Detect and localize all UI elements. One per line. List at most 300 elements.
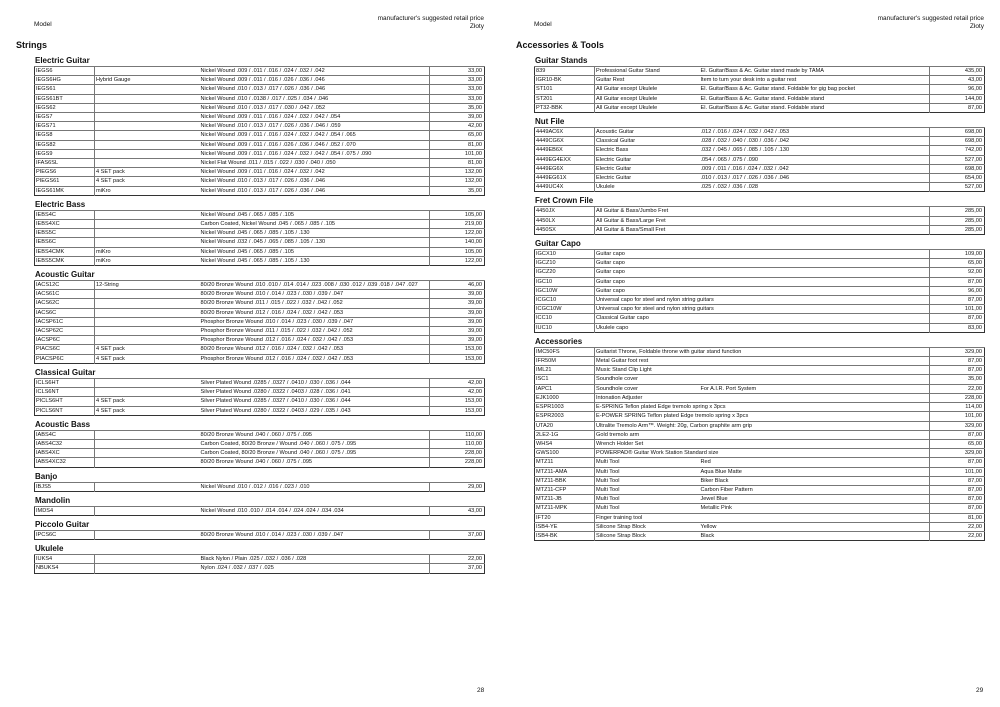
price-header-line1: manufacturer's suggested retail price bbox=[377, 15, 484, 22]
table-row bbox=[35, 177, 485, 186]
model-cell: IEBS4XC bbox=[35, 220, 95, 229]
table-row bbox=[535, 522, 985, 531]
description-cell: 80/20 Bronze Wound .040 / .060 / .075 / .095 bbox=[200, 458, 430, 467]
section-mandolin bbox=[34, 496, 484, 516]
section-title: Banjo bbox=[35, 471, 58, 481]
description-cell: Silver Plated Wound .0285 / .0327 / .0410 / .030 / .036 / .044 bbox=[200, 378, 430, 387]
model-cell: IACS6C bbox=[35, 308, 95, 317]
description-cell: Nickel Wound .010 / .013 / .017 / .026 / .036 / .046 bbox=[200, 85, 430, 94]
model-cell: IACSP61C bbox=[35, 317, 95, 326]
table-row bbox=[35, 186, 485, 195]
product-table bbox=[534, 206, 985, 235]
description-cell bbox=[700, 449, 930, 458]
description-cell: 80/20 Bronze Wound .012 / .016 / .024 / .032 / .042 / .053 bbox=[200, 308, 430, 317]
table-row bbox=[535, 421, 985, 430]
description-cell: El. Guitar/Bass & Ac. Guitar stand. Foldable for gig bag pocket bbox=[700, 85, 930, 94]
table-row bbox=[35, 354, 485, 363]
table-row bbox=[535, 323, 985, 332]
model-cell: IGR10-BK bbox=[535, 76, 595, 85]
variant-cell: Soundhole cover bbox=[595, 375, 700, 384]
model-cell: PIEGS6 bbox=[35, 168, 95, 177]
table-row bbox=[535, 216, 985, 225]
section-nut-file bbox=[534, 117, 984, 192]
description-cell: Nickel Wound .010 / .013 / .017 / .026 / .036 / .046 / .059 bbox=[200, 122, 430, 131]
model-cell: IEGS61 bbox=[35, 85, 95, 94]
model-cell: IEGS62 bbox=[35, 103, 95, 112]
table-row bbox=[35, 94, 485, 103]
model-cell: IACS62C bbox=[35, 299, 95, 308]
price-cell: 87,00 bbox=[930, 430, 985, 439]
table-row bbox=[35, 168, 485, 177]
description-cell: Nickel Wound .045 / .065 / .085 / .105 bbox=[200, 210, 430, 219]
table-row bbox=[535, 296, 985, 305]
model-column-header: Model bbox=[534, 21, 552, 28]
price-cell: 654,00 bbox=[930, 174, 985, 183]
variant-cell: All Guitar & Bass/Small Fret bbox=[595, 225, 700, 234]
model-cell: PIACSP6C bbox=[35, 354, 95, 363]
table-row bbox=[35, 506, 485, 515]
price-cell: 42,00 bbox=[430, 378, 485, 387]
variant-cell: All Guitar except Ukulele bbox=[595, 85, 700, 94]
variant-cell: Metal Guitar foot rest bbox=[595, 357, 700, 366]
variant-cell: Wrench Holder Set bbox=[595, 439, 700, 448]
variant-cell: All Guitar except Ukulele bbox=[595, 94, 700, 103]
description-cell: Silver Plated Wound .0280 / .0322 / .0403 / .029 / .035 / .043 bbox=[200, 406, 430, 415]
product-table bbox=[534, 66, 985, 113]
price-cell: 81,00 bbox=[430, 159, 485, 168]
table-row bbox=[35, 317, 485, 326]
price-cell: 228,00 bbox=[430, 449, 485, 458]
description-cell: .032 / .045 / .065 / .085 / .105 / .130 bbox=[700, 146, 930, 155]
table-row bbox=[535, 476, 985, 485]
description-cell: Black bbox=[700, 531, 930, 540]
description-cell: Black Nylon / Plain .025 / .032 / .036 / .028 bbox=[200, 555, 430, 564]
description-cell: Aqua Blue Matte bbox=[700, 467, 930, 476]
price-cell: 329,00 bbox=[930, 449, 985, 458]
price-cell: 122,00 bbox=[430, 229, 485, 238]
table-row bbox=[35, 113, 485, 122]
price-cell: 33,00 bbox=[430, 76, 485, 85]
section-classical-guitar bbox=[34, 368, 484, 416]
model-cell: 4449EG61X bbox=[535, 174, 595, 183]
price-cell: 33,00 bbox=[430, 67, 485, 76]
table-row bbox=[35, 345, 485, 354]
price-cell: 329,00 bbox=[930, 421, 985, 430]
table-row bbox=[535, 207, 985, 216]
table-row bbox=[35, 555, 485, 564]
variant-cell: Guitar capo bbox=[595, 250, 700, 259]
description-cell: Nickel Wound .010 / .0138 / .017 / .025 / .034 / .046 bbox=[200, 94, 430, 103]
table-row bbox=[535, 67, 985, 76]
model-cell: 839 bbox=[535, 67, 595, 76]
table-row bbox=[35, 149, 485, 158]
table-row bbox=[35, 290, 485, 299]
model-cell: 4449UC4X bbox=[535, 183, 595, 192]
description-cell bbox=[700, 375, 930, 384]
model-cell: ESPR1003 bbox=[535, 403, 595, 412]
price-cell: 87,00 bbox=[930, 103, 985, 112]
section-title: Classical Guitar bbox=[35, 367, 96, 377]
variant-cell: Classical Guitar bbox=[595, 137, 700, 146]
description-cell: Nickel Wound .009 / .011 / .016 / .024 / .032 / .042 bbox=[200, 168, 430, 177]
variant-cell: E-SPRING Teflon plated Edge tremolo spring x 3pcs bbox=[596, 404, 726, 411]
model-cell: UTA20 bbox=[535, 421, 595, 430]
price-cell: 42,00 bbox=[430, 122, 485, 131]
description-cell bbox=[700, 286, 930, 295]
model-cell: MTZ11-JB bbox=[535, 495, 595, 504]
price-cell: 527,00 bbox=[930, 183, 985, 192]
model-cell: IGCZ20 bbox=[535, 268, 595, 277]
description-cell: Silver Plated Wound .0285 / .0327 / .0410 / .030 / .036 / .044 bbox=[200, 397, 430, 406]
variant-cell: Guitar capo bbox=[595, 268, 700, 277]
price-cell: 39,00 bbox=[430, 336, 485, 345]
description-cell: Carbon Coated, 80/20 Bronze / Wound .040 / .060 / .075 / .095 bbox=[200, 439, 430, 448]
section-title: Acoustic Guitar bbox=[35, 270, 95, 280]
variant-cell: Guitar capo bbox=[595, 259, 700, 268]
description-cell bbox=[700, 393, 930, 402]
table-row bbox=[535, 305, 985, 314]
model-cell: ICGC10 bbox=[535, 296, 595, 305]
product-table bbox=[34, 210, 485, 266]
model-cell: WHS4 bbox=[535, 439, 595, 448]
description-cell: Nylon .024 / .032 / .037 / .025 bbox=[200, 564, 430, 573]
model-cell: PIEGS61 bbox=[35, 177, 95, 186]
price-cell: 698,00 bbox=[930, 128, 985, 137]
description-cell: 80/20 Bronze Wound .012 / .016 / .024 / .032 / .042 / .053 bbox=[200, 345, 430, 354]
section-title: Guitar Capo bbox=[535, 239, 581, 249]
model-cell: ICLS6NT bbox=[35, 388, 95, 397]
table-row bbox=[535, 85, 985, 94]
model-cell: IFAS6SL bbox=[35, 159, 95, 168]
variant-cell: All Guitar except Ukulele bbox=[595, 103, 700, 112]
price-cell: 87,00 bbox=[930, 366, 985, 375]
model-cell: IACSP6C bbox=[35, 336, 95, 345]
table-row bbox=[535, 384, 985, 393]
model-cell: IABS4C bbox=[35, 430, 95, 439]
model-cell: ESPR2003 bbox=[535, 412, 595, 421]
price-cell: 37,00 bbox=[430, 564, 485, 573]
variant-cell bbox=[95, 113, 200, 122]
variant-cell: Silicone Strap Block bbox=[595, 522, 700, 531]
model-cell: MTZ11 bbox=[535, 458, 595, 467]
price-cell: 109,00 bbox=[930, 250, 985, 259]
price-cell: 742,00 bbox=[930, 146, 985, 155]
price-cell: 153,00 bbox=[430, 345, 485, 354]
section-title: Electric Bass bbox=[35, 199, 86, 209]
variant-cell bbox=[95, 140, 200, 149]
price-cell: 132,00 bbox=[430, 177, 485, 186]
model-cell: IEGS7 bbox=[35, 113, 95, 122]
variant-cell bbox=[95, 506, 200, 515]
variant-cell bbox=[95, 229, 200, 238]
variant-cell bbox=[95, 85, 200, 94]
description-cell: 80/20 Bronze Wound .040 / .060 / .075 / .095 bbox=[200, 430, 430, 439]
table-row bbox=[535, 504, 985, 513]
model-cell: MTZ11-AMA bbox=[535, 467, 595, 476]
table-row bbox=[35, 76, 485, 85]
description-cell: Phosphor Bronze Wound .012 / .016 / .024 / .032 / .042 / .053 bbox=[200, 354, 430, 363]
description-cell bbox=[700, 277, 930, 286]
page-title: Accessories & Tools bbox=[516, 40, 604, 50]
model-cell: IEGS8 bbox=[35, 131, 95, 140]
description-cell: Nickel Wound .010 / .013 / .017 / .026 / .036 / .046 bbox=[200, 186, 430, 195]
variant-cell bbox=[95, 131, 200, 140]
table-row bbox=[535, 366, 985, 375]
model-cell: IEBS5CMK bbox=[35, 256, 95, 265]
price-header-line1: manufacturer's suggested retail price bbox=[877, 15, 984, 22]
description-cell: For A.I.R. Port System bbox=[700, 384, 930, 393]
table-row bbox=[535, 375, 985, 384]
table-row bbox=[535, 495, 985, 504]
model-cell: IPCS6C bbox=[35, 530, 95, 539]
table-row bbox=[535, 76, 985, 85]
price-cell: 698,00 bbox=[930, 164, 985, 173]
model-cell: IEGS6HG bbox=[35, 76, 95, 85]
price-cell: 43,00 bbox=[430, 506, 485, 515]
price-cell: 22,00 bbox=[930, 531, 985, 540]
price-cell: 96,00 bbox=[930, 85, 985, 94]
table-row bbox=[535, 485, 985, 494]
price-cell: 101,00 bbox=[930, 467, 985, 476]
price-cell: 101,00 bbox=[430, 149, 485, 158]
model-cell: IEBS5C bbox=[35, 229, 95, 238]
price-cell: 87,00 bbox=[930, 504, 985, 513]
section-title: Acoustic Bass bbox=[35, 419, 91, 429]
model-cell: 4450SX bbox=[535, 225, 595, 234]
table-row bbox=[35, 439, 485, 448]
description-cell bbox=[700, 296, 930, 305]
description-cell bbox=[700, 357, 930, 366]
description-cell bbox=[700, 513, 930, 522]
price-cell: 22,00 bbox=[430, 555, 485, 564]
variant-cell: All Guitar & Bass/Jumbo Fret bbox=[595, 207, 700, 216]
table-row bbox=[535, 513, 985, 522]
model-cell: MTZ11-MPK bbox=[535, 504, 595, 513]
model-cell: ST101 bbox=[535, 85, 595, 94]
description-cell: Silver Plated Wound .0280 / .0322 / .0403 / .028 / .036 / .041 bbox=[200, 388, 430, 397]
variant-cell: Gold tremolo arm bbox=[595, 430, 700, 439]
model-column-header: Model bbox=[34, 21, 52, 28]
description-cell: .025 / .032 / .036 / .028 bbox=[700, 183, 930, 192]
variant-cell bbox=[95, 555, 200, 564]
table-row bbox=[35, 397, 485, 406]
variant-cell: Multi Tool bbox=[595, 458, 700, 467]
variant-cell bbox=[95, 210, 200, 219]
variant-cell: Guitar capo bbox=[595, 277, 700, 286]
price-cell: 228,00 bbox=[930, 393, 985, 402]
description-cell bbox=[700, 225, 930, 234]
price-cell: 219,00 bbox=[430, 220, 485, 229]
table-row bbox=[35, 67, 485, 76]
model-cell: IEGS6 bbox=[35, 67, 95, 76]
description-cell bbox=[700, 314, 930, 323]
variant-cell: 4 SET pack bbox=[95, 397, 200, 406]
model-cell: PICLS6HT bbox=[35, 397, 95, 406]
model-cell: IEGS82 bbox=[35, 140, 95, 149]
price-cell: 285,00 bbox=[930, 207, 985, 216]
description-cell: Nickel Wound .045 / .065 / .085 / .105 / .130 bbox=[200, 229, 430, 238]
table-row bbox=[535, 430, 985, 439]
description-cell: 80/20 Bronze Wound .010 / .014 / .023 / .030 / .039 / .047 bbox=[200, 530, 430, 539]
price-cell: 39,00 bbox=[430, 317, 485, 326]
description-cell: 80/20 Bronze Wound .011 / .015 / .022 / .032 / .042 / .052 bbox=[200, 299, 430, 308]
description-cell: Nickel Wound .045 / .065 / .085 / .105 / .130 bbox=[200, 256, 430, 265]
description-cell: Carbon Coated, Nickel Wound .045 / .065 / .085 / .105 bbox=[200, 220, 430, 229]
table-row bbox=[535, 403, 985, 412]
table-row bbox=[535, 155, 985, 164]
model-cell: IUKS4 bbox=[35, 555, 95, 564]
table-row bbox=[35, 238, 485, 247]
price-cell: 527,00 bbox=[930, 155, 985, 164]
price-cell: 46,00 bbox=[430, 281, 485, 290]
table-row bbox=[535, 268, 985, 277]
description-cell: Carbon Coated, 80/20 Bronze / Wound .040 / .060 / .075 / .095 bbox=[200, 449, 430, 458]
price-cell: 39,00 bbox=[430, 308, 485, 317]
variant-cell: 4 SET pack bbox=[95, 168, 200, 177]
variant-cell: Universal capo for steel and nylon string guitars bbox=[596, 306, 714, 313]
model-cell: PT32-BBK bbox=[535, 103, 595, 112]
variant-cell: Guitar Rest bbox=[595, 76, 700, 85]
description-cell: .009 / .011 / .016 / .024 / .032 / .042 bbox=[700, 164, 930, 173]
price-cell: 29,00 bbox=[430, 482, 485, 491]
description-cell bbox=[700, 366, 930, 375]
variant-cell bbox=[95, 388, 200, 397]
table-row bbox=[535, 183, 985, 192]
variant-cell bbox=[95, 449, 200, 458]
variant-cell bbox=[95, 327, 200, 336]
price-header-line2: Złoty bbox=[969, 23, 984, 30]
price-cell: 39,00 bbox=[430, 290, 485, 299]
section-banjo bbox=[34, 472, 484, 492]
model-cell: 2LE2-1G bbox=[535, 430, 595, 439]
product-table bbox=[34, 280, 485, 364]
variant-cell bbox=[95, 159, 200, 168]
table-row bbox=[535, 128, 985, 137]
table-row bbox=[535, 137, 985, 146]
table-row bbox=[535, 94, 985, 103]
table-row bbox=[35, 530, 485, 539]
variant-cell: Music Stand Clip Light bbox=[595, 366, 700, 375]
model-cell: NBUKS4 bbox=[35, 564, 95, 573]
description-cell: Metallic Pink bbox=[700, 504, 930, 513]
price-cell: 87,00 bbox=[930, 296, 985, 305]
price-cell: 65,00 bbox=[930, 259, 985, 268]
model-cell: IUC10 bbox=[535, 323, 595, 332]
table-row bbox=[535, 458, 985, 467]
section-title: Nut File bbox=[535, 117, 565, 127]
description-cell: 80/20 Bronze Wound .010 .010 / .014 .014 / .023 .008 / .030 .012 / .039 .018 / .047 .027 bbox=[200, 281, 430, 290]
model-cell: IBJS5 bbox=[35, 482, 95, 491]
description-cell: Nickel Wound .010 / .013 / .017 / .026 / .036 / .046 bbox=[200, 177, 430, 186]
variant-cell bbox=[95, 482, 200, 491]
price-column-header bbox=[378, 15, 484, 31]
page-number: 29 bbox=[976, 687, 984, 694]
product-table bbox=[534, 127, 985, 192]
variant-cell bbox=[95, 238, 200, 247]
table-row bbox=[35, 140, 485, 149]
model-cell: IGCZ10 bbox=[535, 259, 595, 268]
accessories-content bbox=[534, 56, 984, 545]
table-row bbox=[35, 210, 485, 219]
variant-cell bbox=[95, 103, 200, 112]
strings-content bbox=[34, 56, 484, 578]
variant-cell: 4 SET pack bbox=[95, 177, 200, 186]
variant-cell: Electric Bass bbox=[595, 146, 700, 155]
model-cell: IMC50FS bbox=[535, 347, 595, 356]
section-guitar-stands bbox=[534, 56, 984, 113]
variant-cell bbox=[95, 458, 200, 467]
model-cell: ISB4-BK bbox=[535, 531, 595, 540]
description-cell: Item to turn your desk into a guitar rest bbox=[700, 76, 930, 85]
price-cell: 87,00 bbox=[930, 495, 985, 504]
variant-cell: Multi Tool bbox=[595, 467, 700, 476]
table-row bbox=[535, 347, 985, 356]
price-cell: 33,00 bbox=[430, 85, 485, 94]
description-cell: Nickel Wound .010 .010 / .014 .014 / .024 .024 / .034 .034 bbox=[200, 506, 430, 515]
table-row bbox=[35, 122, 485, 131]
description-cell: 80/20 Bronze Wound .010 / .014 / .023 / .030 / .039 / .047 bbox=[200, 290, 430, 299]
table-row bbox=[535, 146, 985, 155]
price-cell: 285,00 bbox=[930, 225, 985, 234]
price-cell: 65,00 bbox=[430, 131, 485, 140]
table-row bbox=[35, 388, 485, 397]
description-cell bbox=[700, 323, 930, 332]
section-title: Fret Crown File bbox=[535, 196, 594, 206]
description-cell bbox=[700, 207, 930, 216]
right-page bbox=[500, 0, 1000, 707]
table-row bbox=[535, 531, 985, 540]
table-row bbox=[35, 299, 485, 308]
description-cell: Nickel Wound .009 / .011 / .016 / .024 / .032 / .042 / .054 / .065 bbox=[200, 131, 430, 140]
model-cell: 4449CG6X bbox=[535, 137, 595, 146]
price-cell: 132,00 bbox=[430, 168, 485, 177]
table-row bbox=[35, 336, 485, 345]
model-cell: IFR50M bbox=[535, 357, 595, 366]
variant-cell: Multi Tool bbox=[595, 504, 700, 513]
section-acoustic-bass bbox=[34, 420, 484, 468]
table-row bbox=[535, 412, 985, 421]
price-cell: 114,00 bbox=[930, 403, 985, 412]
section-accessories bbox=[534, 337, 984, 541]
variant-cell: Finger training tool bbox=[595, 513, 700, 522]
table-row bbox=[35, 229, 485, 238]
page-title: Strings bbox=[16, 40, 48, 50]
price-cell: 87,00 bbox=[930, 314, 985, 323]
model-cell: ST201 bbox=[535, 94, 595, 103]
variant-cell: Ultralite Tremolo Arm™. Weight: 20g, Carbon graphite arm grip bbox=[596, 422, 752, 429]
table-row bbox=[35, 564, 485, 573]
variant-cell: Multi Tool bbox=[595, 485, 700, 494]
model-cell: IACS61C bbox=[35, 290, 95, 299]
product-table bbox=[34, 378, 485, 416]
price-cell: 140,00 bbox=[430, 238, 485, 247]
table-row bbox=[35, 308, 485, 317]
table-row bbox=[535, 439, 985, 448]
model-cell: IAPC1 bbox=[535, 384, 595, 393]
description-cell: Nickel Wound .009 / .011 / .016 / .024 / .032 / .042 / .054 bbox=[200, 113, 430, 122]
model-cell: IEBS4CMK bbox=[35, 247, 95, 256]
variant-cell: Multi Tool bbox=[595, 476, 700, 485]
table-row bbox=[35, 131, 485, 140]
model-cell: 4449EG6X bbox=[535, 164, 595, 173]
description-cell: Phosphor Bronze Wound .010 / .014 / .023 / .030 / .039 / .047 bbox=[200, 317, 430, 326]
price-cell: 698,00 bbox=[930, 137, 985, 146]
price-cell: 329,00 bbox=[930, 347, 985, 356]
variant-cell: 4 SET pack bbox=[95, 406, 200, 415]
model-cell: 4449EG4EXX bbox=[535, 155, 595, 164]
model-cell: IGCX10 bbox=[535, 250, 595, 259]
description-cell: Nickel Wound .009 / .011 / .016 / .024 / .032 / .042 bbox=[200, 67, 430, 76]
